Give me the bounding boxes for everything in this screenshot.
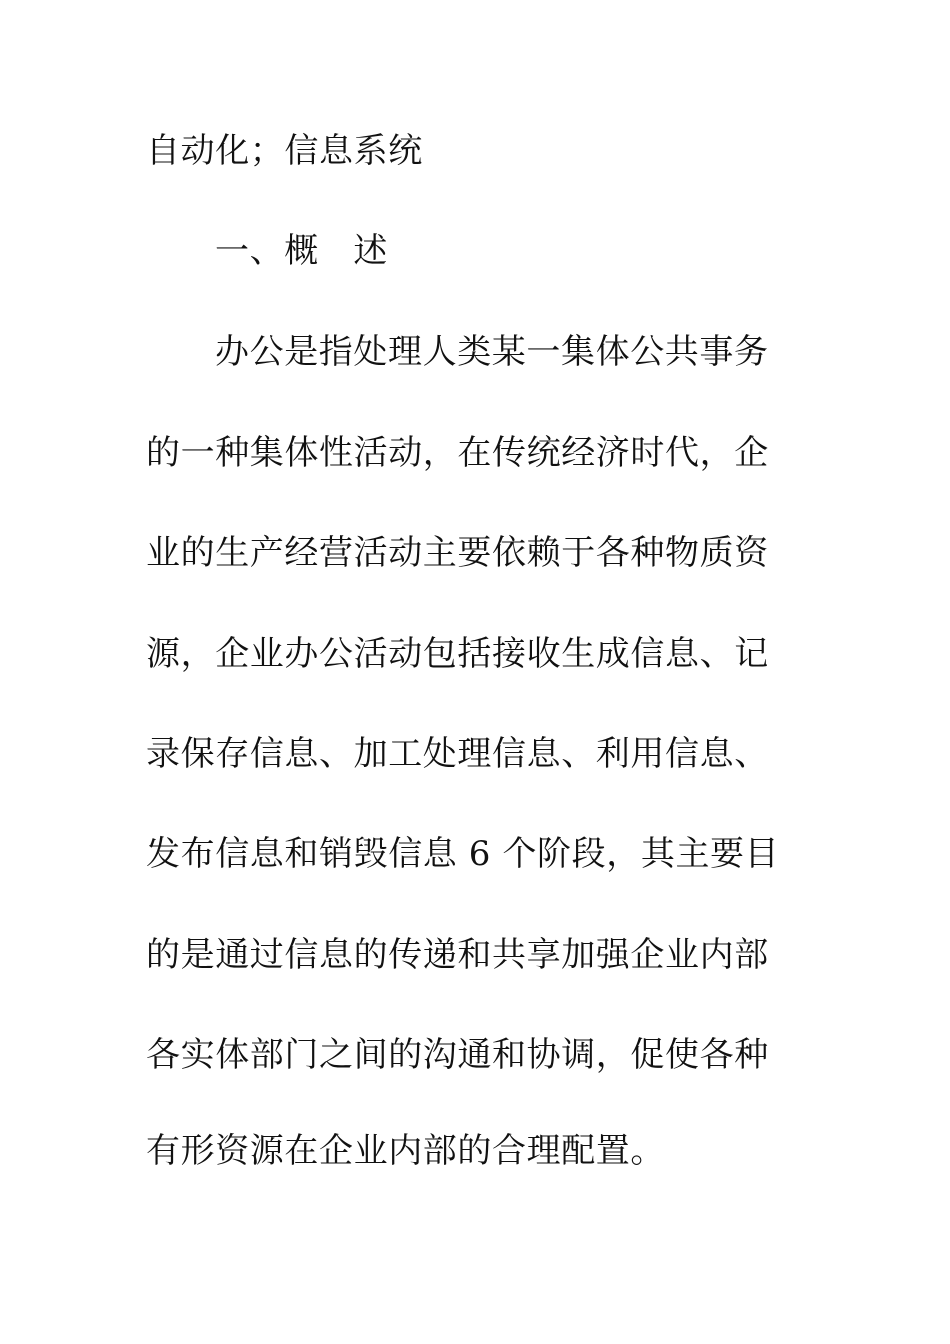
paragraph-line: 业的生产经营活动主要依赖于各种物质资 bbox=[146, 533, 769, 573]
paragraph-line: 录保存信息、加工处理信息、利用信息、 bbox=[146, 734, 769, 774]
section-heading: 一、概 述 bbox=[215, 231, 388, 271]
keywords-line: 自动化；信息系统 bbox=[146, 131, 423, 171]
paragraph-line: 发布信息和销毁信息 6 个阶段，其主要目 bbox=[146, 834, 780, 874]
paragraph-line: 的一种集体性活动，在传统经济时代，企 bbox=[146, 433, 769, 473]
paragraph-line: 各实体部门之间的沟通和协调，促使各种 bbox=[146, 1035, 769, 1075]
paragraph-line: 有形资源在企业内部的合理配置。 bbox=[146, 1131, 665, 1171]
paragraph-line: 办公是指处理人类某一集体公共事务 bbox=[215, 332, 769, 372]
paragraph-line: 的是通过信息的传递和共享加强企业内部 bbox=[146, 935, 769, 975]
paragraph-line: 源，企业办公活动包括接收生成信息、记 bbox=[146, 634, 769, 674]
